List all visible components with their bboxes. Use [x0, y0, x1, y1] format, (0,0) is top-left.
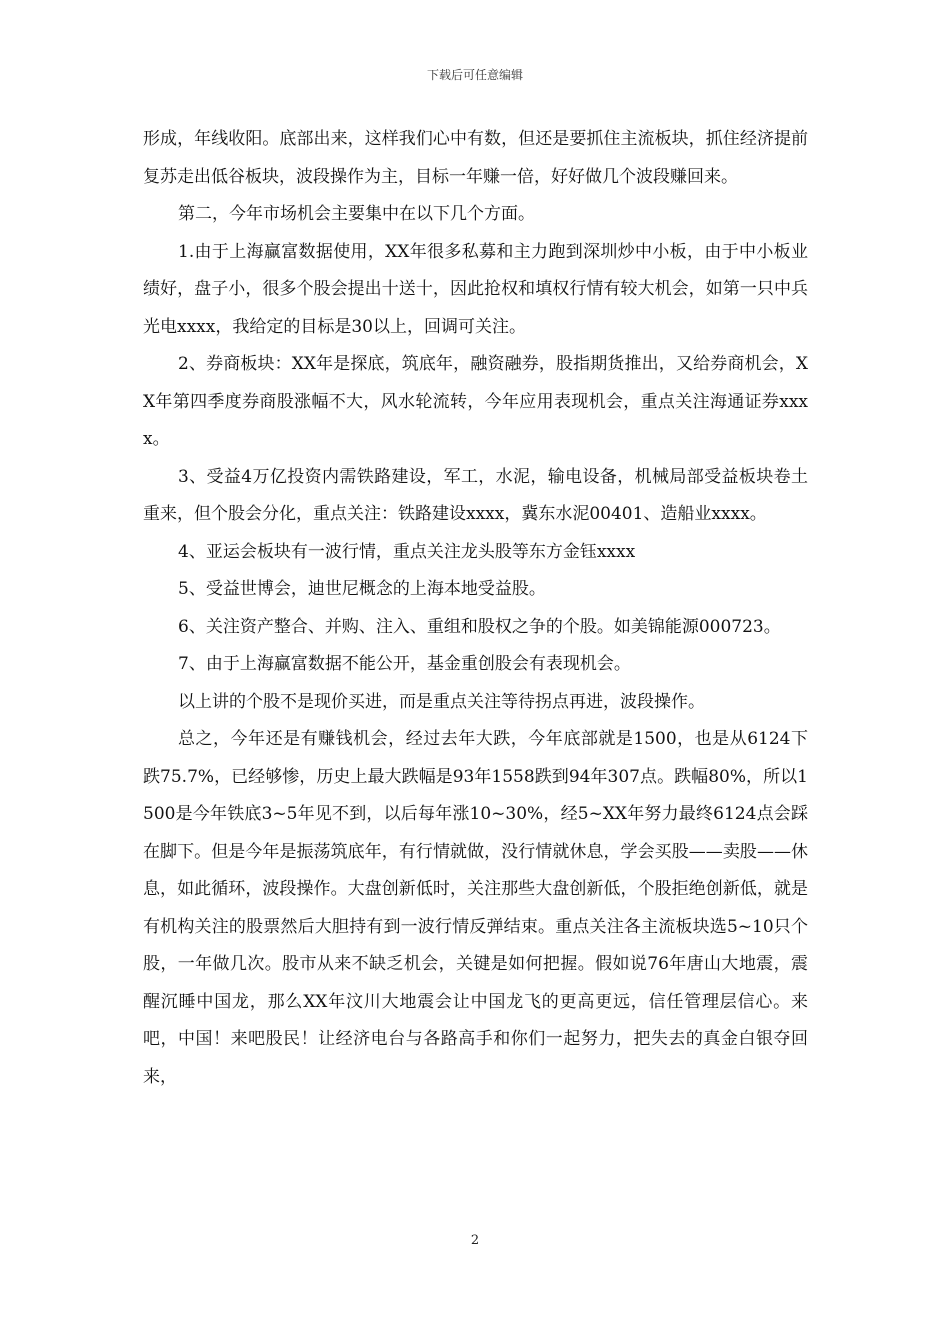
paragraph-4: 2、券商板块：XX年是探底，筑底年，融资融券，股指期货推出，又给券商机会，XX年第四季度券商股涨幅不大，风水轮流转，今年应用表现机会，重点关注海通证券xxxx。	[143, 354, 808, 449]
paragraph-5: 3、受益4万亿投资内需铁路建设，军工，水泥，输电设备，机械局部受益板块卷土重来，但个股会分化，重点关注：铁路建设xxxx，冀东水泥00401、造船业xxxx。	[143, 466, 808, 524]
paragraph-2: 第二，今年市场机会主要集中在以下几个方面。	[178, 204, 535, 224]
page-number: 2	[470, 1233, 480, 1248]
paragraph-11: 总之，今年还是有赚钱机会，经过去年大跌，今年底部就是1500，也是从6124下跌75.7%，已经够惨，历史上最大跌幅是93年1558跌到94年307点。跌幅80%，所以1500是今年铁底3~5年见不到，以后每年涨10~30%，经5~XX年努力最终6124点会踩在脚下。但是今年是振荡筑底年，有行情就做，没行情就休息，学会买股——卖股——休息，如此循环，波段操作。大盘创新低时，关注那些大盘创新低，个股拒绝创新低，就是有机构关注的股票然后大胆持有到一波行情反弹结束。重点关注各主流板块选5~10只个股，一年做几次。股市从来不缺乏机会，关键是如何把握。假如说76年唐山大地震，震醒沉睡中国龙，那么XX年汶川大地震会让中国龙飞的更高更远，信任管理层信心。来吧，中国！来吧股民！让经济电台与各路高手和你们一起努力，把失去的真金白银夺回来，	[143, 729, 808, 1087]
paragraph-9: 7、由于上海赢富数据不能公开，基金重创股会有表现机会。	[178, 654, 631, 674]
paragraph-10: 以上讲的个股不是现价买进，而是重点关注等待拐点再进，波段操作。	[178, 691, 705, 712]
document-body	[143, 121, 808, 1096]
paragraph-1: 形成，年线收阳。底部出来，这样我们心中有数，但还是要抓住主流板块，抓住经济提前复苏走出低谷板块，波段操作为主，目标一年赚一倍，好好做几个波段赚回来。	[143, 129, 808, 187]
paragraph-6: 4、亚运会板块有一波行情，重点关注龙头股等东方金钰xxxx	[178, 541, 636, 562]
paragraph-7: 5、受益世博会，迪世尼概念的上海本地受益股。	[178, 579, 546, 599]
page-header: 下载后可任意编辑	[426, 68, 523, 82]
paragraph-3: 1.由于上海赢富数据使用，XX年很多私募和主力跑到深圳炒中小板，由于中小板业绩好，盘子小，很多个股会提出十送十，因此抢权和填权行情有较大机会，如第一只中兵光电xxxx，我给定的目标是30以上，回调可关注。	[143, 241, 808, 337]
paragraph-8: 6、关注资产整合、并购、注入、重组和股权之争的个股。如美锦能源000723。	[178, 616, 781, 637]
